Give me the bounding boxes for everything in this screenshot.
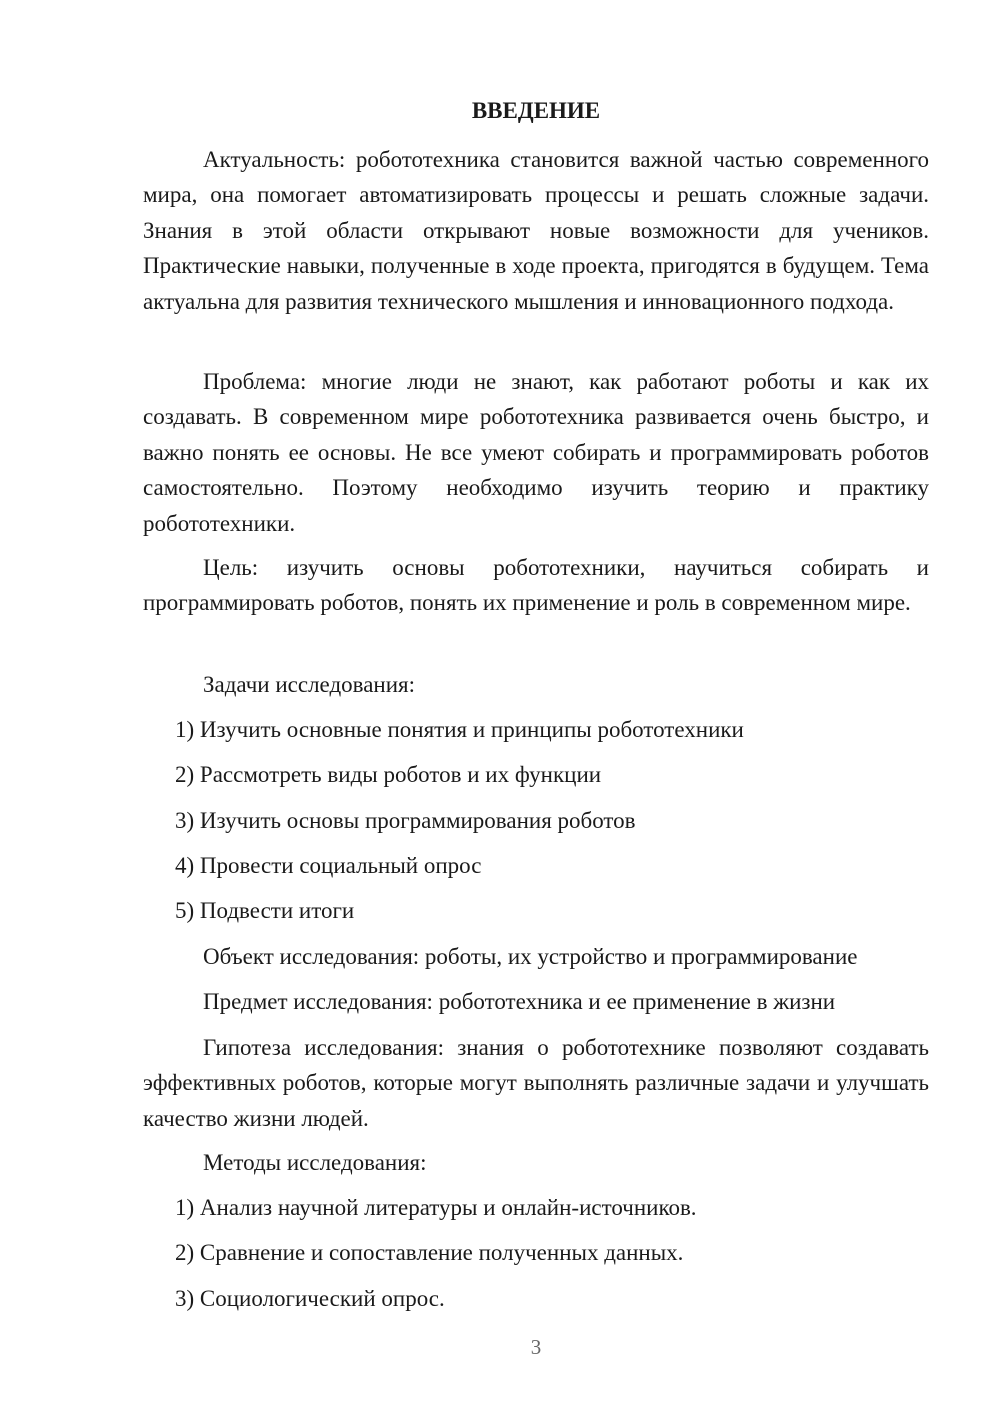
problem-paragraph: Проблема: многие люди не знают, как работают роботы и как их создавать. В современном мире робототехника развивается очень быстро, и важно понять ее основы. Не все умеют собирать и программировать роботов самостоятельно. Поэтому необходимо изучить теорию и практику робототехники. (143, 369, 929, 536)
method-item: 1) Анализ научной литературы и онлайн-источников. (175, 1195, 697, 1220)
task-item: 3) Изучить основы программирования роботов (175, 808, 636, 833)
research-subject: Предмет исследования: робототехника и ее применение в жизни (203, 989, 836, 1014)
methods-heading: Методы исследования: (203, 1150, 427, 1175)
task-item: 2) Рассмотреть виды роботов и их функции (175, 762, 602, 787)
method-item: 3) Социологический опрос. (175, 1286, 445, 1311)
task-item: 4) Провести социальный опрос (175, 853, 482, 878)
page-title: ВВЕДЕНИЕ (471, 98, 601, 123)
tasks-heading: Задачи исследования: (203, 672, 416, 697)
hypothesis-paragraph: Гипотеза исследования: знания о робототехнике позволяют создавать эффективных роботов, которые могут выполнять различные задачи и улучшать качество жизни людей. (143, 1035, 929, 1131)
page-number: 3 (530, 1335, 542, 1359)
document-page (143, 0, 929, 1414)
method-item: 2) Сравнение и сопоставление полученных данных. (175, 1240, 684, 1265)
goal-paragraph: Цель: изучить основы робототехники, научиться собирать и программировать роботов, понять их применение и роль в современном мире. (143, 555, 929, 616)
task-item: 1) Изучить основные понятия и принципы робототехники (175, 717, 744, 742)
relevance-paragraph: Актуальность: робототехника становится важной частью современного мира, она помогает автоматизировать процессы и решать сложные задачи. Знания в этой области открывают новые возможности для учеников. Практические навыки, полученные в ходе проекта, пригодятся в будущем. Тема актуальна для развития технического мышления и инновационного подхода. (143, 147, 929, 314)
task-item: 5) Подвести итоги (175, 898, 355, 923)
research-object: Объект исследования: роботы, их устройство и программирование (203, 944, 858, 969)
